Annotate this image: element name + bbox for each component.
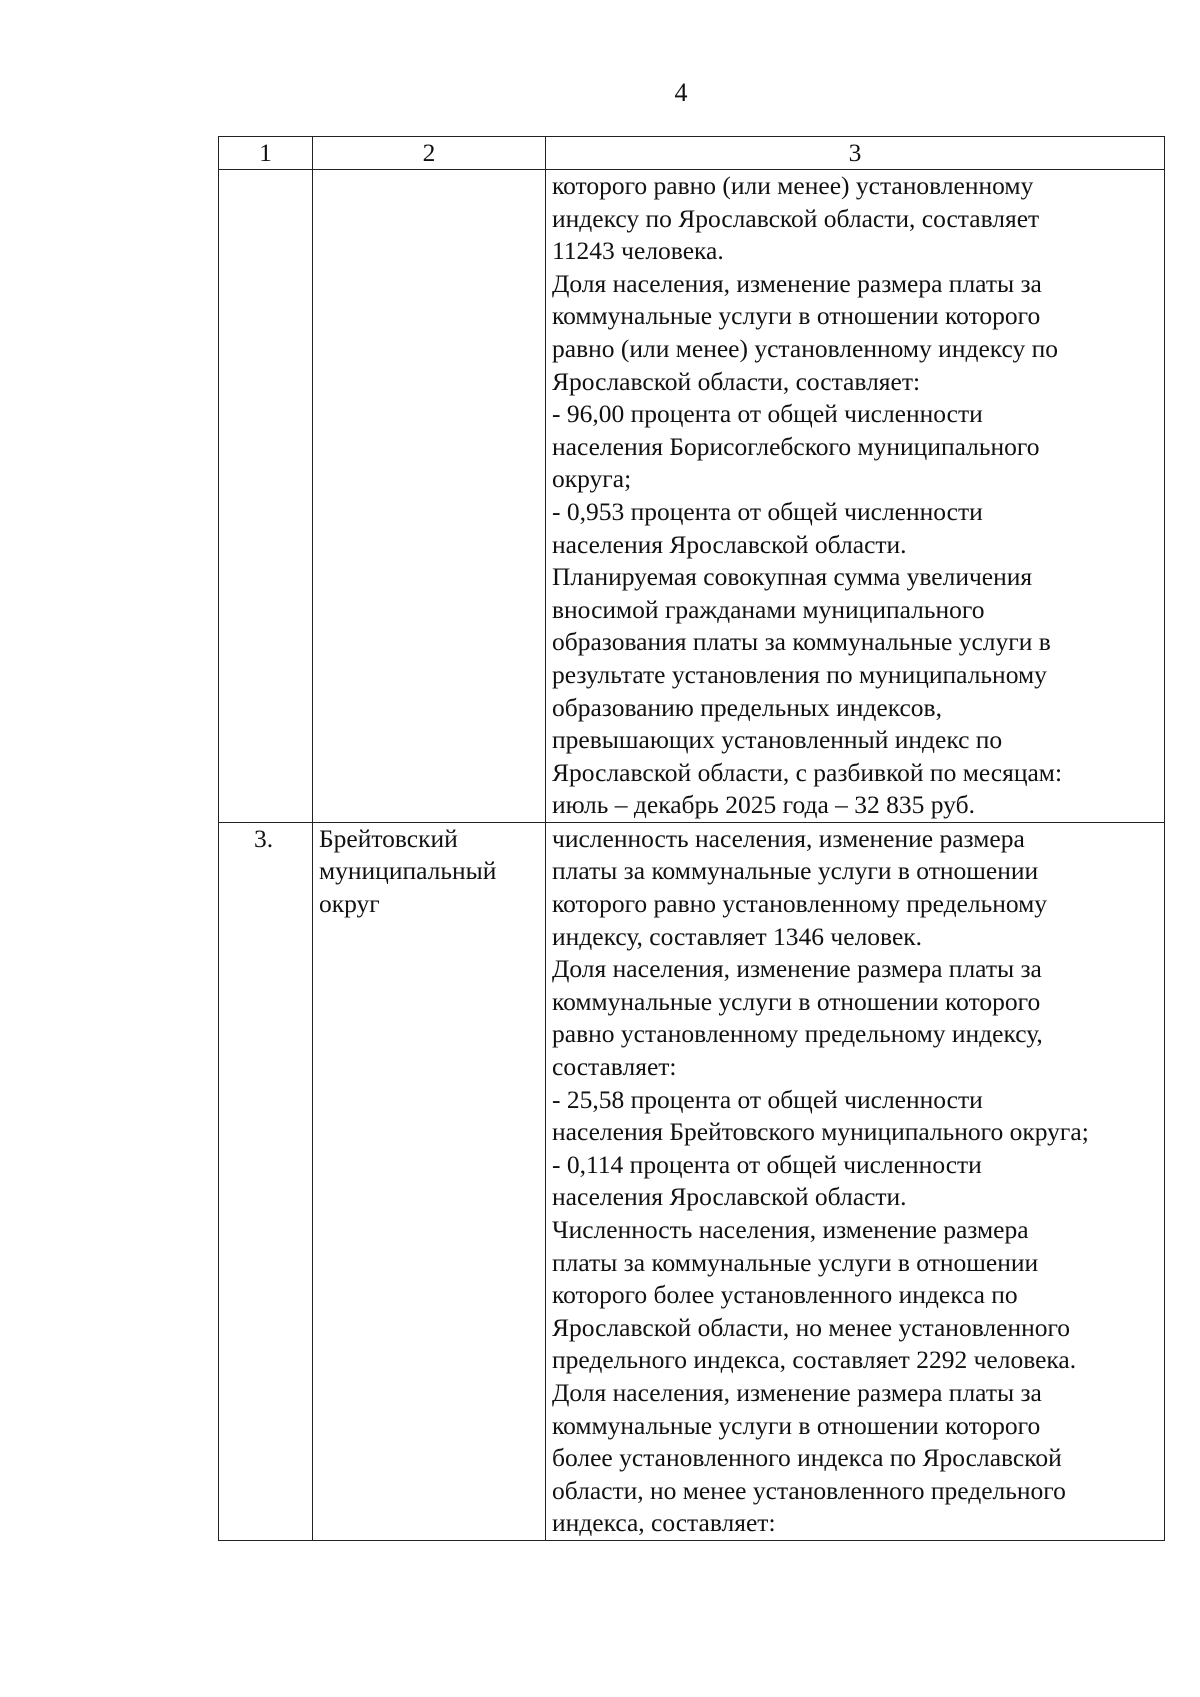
header-col-2: 2 (313, 137, 546, 170)
text-line: Доля населения, изменение размера платы за (552, 1377, 1042, 1407)
text-line: - 96,00 процента от общей численности (552, 399, 983, 429)
text-line: равно (или менее) установленному индексу по (552, 333, 1059, 363)
text-line: индексу, составляет 1346 человек. (552, 921, 923, 951)
text-line: муниципальный (319, 856, 497, 886)
header-col-1: 1 (219, 137, 313, 170)
text-line: населения Борисоглебского муниципального (552, 431, 1040, 461)
text-line: Брейтовский (319, 823, 458, 853)
row-number (219, 170, 313, 823)
page-number: 4 (674, 78, 688, 107)
text-line: Ярославской области, составляет: (552, 366, 921, 396)
table-header-row (219, 137, 1165, 170)
text-line: результате установления по муниципальному (552, 659, 1047, 689)
text-line: Ярославской области, но менее установленного (552, 1312, 1071, 1342)
text-line: которого равно установленному предельному (552, 889, 1048, 919)
text-line: июль – декабрь 2025 года – 32 835 руб. (552, 790, 975, 820)
text-line: Доля населения, изменение размера платы за (552, 954, 1042, 984)
text-line: численность населения, изменение размера (552, 823, 1025, 853)
text-line: - 0,953 процента от общей численности (552, 496, 983, 526)
text-line: области, но менее установленного предельного (552, 1475, 1066, 1505)
text-line: коммунальные услуги в отношении которого (552, 301, 1041, 331)
text-line: равно установленному предельному индексу, (552, 1019, 1043, 1049)
text-line: составляет: (552, 1052, 677, 1082)
text-line: Доля населения, изменение размера платы за (552, 268, 1042, 298)
text-line: Планируемая совокупная сумма увеличения (552, 562, 1033, 592)
text-line: превышающих установленный индекс по (552, 725, 1003, 755)
text-line: более установленного индекса по Ярославской (552, 1443, 1062, 1473)
text-line: - 25,58 процента от общей численности (552, 1084, 983, 1114)
text-line: платы за коммунальные услуги в отношении (552, 1247, 1039, 1277)
text-line: индекса, составляет: (552, 1508, 776, 1538)
text-line: населения Брейтовского муниципального округа; (552, 1117, 1089, 1147)
text-line: предельного индекса, составляет 2292 человека. (552, 1345, 1077, 1375)
text-line: округа; (552, 464, 632, 494)
text-line: которого равно (или менее) установленному (552, 171, 1034, 200)
municipality-name (313, 822, 546, 1540)
text-line: вносимой гражданами муниципального (552, 594, 985, 624)
row-number: 3. (219, 822, 313, 1540)
text-line: которого более установленного индекса по (552, 1280, 1018, 1310)
text-line: округ (319, 889, 380, 919)
text-line: Численность населения, изменение размера (552, 1215, 1029, 1244)
row-description (546, 170, 1165, 823)
row-description (546, 822, 1165, 1540)
text-line: индексу по Ярославской области, составляет (552, 203, 1040, 233)
text-line: коммунальные услуги в отношении которого (552, 986, 1041, 1016)
table-row (219, 822, 1165, 1540)
text-line: образованию предельных индексов, (552, 692, 942, 722)
header-col-3: 3 (546, 137, 1165, 170)
text-line: населения Ярославской области. (552, 1182, 907, 1212)
text-line: 11243 человека. (552, 236, 724, 266)
municipality-name (313, 170, 546, 823)
text-line: - 0,114 процента от общей численности (552, 1149, 982, 1179)
text-line: платы за коммунальные услуги в отношении (552, 856, 1039, 886)
text-line: населения Ярославской области. (552, 529, 907, 559)
table-row (219, 170, 1165, 823)
text-line: коммунальные услуги в отношении которого (552, 1410, 1041, 1440)
text-line: образования платы за коммунальные услуги в (552, 627, 1051, 657)
document-table (218, 136, 1165, 1541)
text-line: Ярославской области, с разбивкой по месяцам: (552, 757, 1063, 787)
